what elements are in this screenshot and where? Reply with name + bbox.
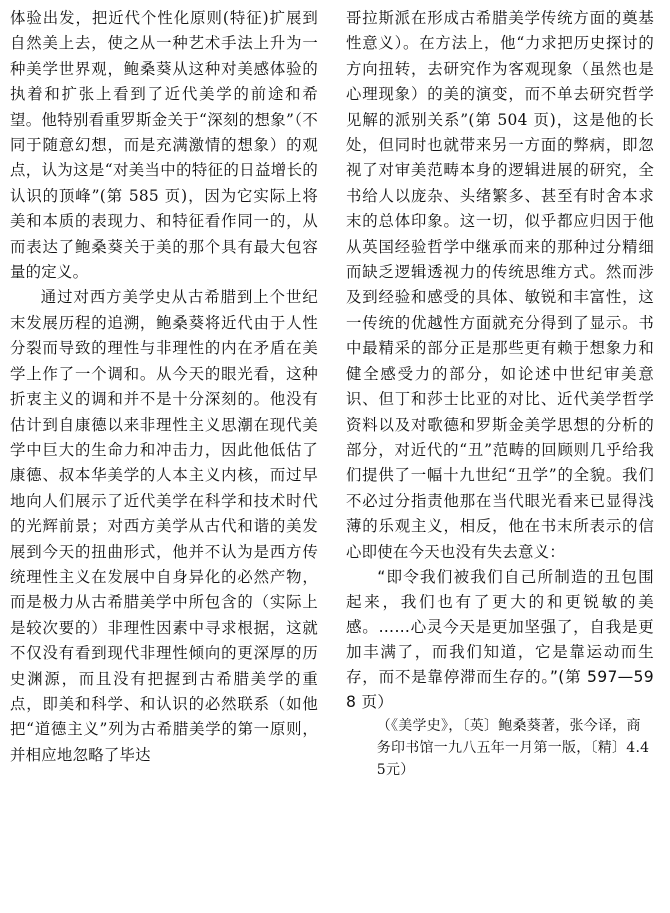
left-paragraph-1: 体验出发，把近代个性化原则(特征)扩展到自然美上去，使之从一种艺术手法上升为一种美学世界观，鲍桑葵从这种对美感体验的执着和扩张上看到了近代美学的前途和希望。他特别看重罗斯金关于“深刻的想象”（不同于随意幻想，而是充满激情的想象）的观点，认为这是“对美当中的特征的日益增长的认识的顶峰”(第 585 页)，因为它实际上将美和本质的表现力、和特征看作同一的，从而表达了鲍桑葵关于美的那个具有最大包容量的定义。 — [10, 9, 318, 282]
closing-quote: “即令我们被我们自己所制造的丑包围起来，我们也有了更大的和更锐敏的美感。……心灵今天是更加坚强了，自我是更加丰满了，而我们知道，它是靠运动而生存，而不是靠停滞而生存的。”(第 597—598 页） — [346, 567, 654, 711]
left-column — [10, 6, 318, 768]
left-paragraph-2: 通过对西方美学史从古希腊到上个世纪末发展历程的追溯，鲍桑葵将近代由于人性分裂而导致的理性与非理性的内在矛盾在美学上作了一个调和。从今天的眼光看，这种折衷主义的调和并不是十分深刻的。他没有估计到自康德以来非理性主义思潮在现代美学中巨大的生命力和冲击力，因此他低估了康德、叔本华美学的人本主义内核，而过早地向人们展示了近代美学在科学和技术时代的光辉前景；对西方美学从古代和谐的美发展到今天的扭曲形式，他并不认为是西方传统理性主义在发展中自身异化的必然产物，而是极力从古希腊美学中所包含的（实际上是较次要的）非理性因素中寻求根据，这就不仅没有看到现代非理性倾向的更深厚的历史渊源，而且没有把握到古希腊美学的重点，即美和科学、和认识的必然联系（如他把“道德主义”列为古希腊美学的第一原则，并相应地忽略了毕达 — [10, 288, 318, 764]
book-citation: （《美学史》，〔英〕鲍桑葵著，张今译，商务印书馆一九八五年一月第一版，〔精〕4.45元） — [376, 717, 650, 778]
right-column — [346, 6, 654, 781]
right-paragraph-1: 哥拉斯派在形成古希腊美学传统方面的奠基性意义）。在方法上，他“力求把历史探讨的方向扭转，去研究作为客观现象（虽然也是心理现象）的美的演变，而不单去研究哲学见解的派别关系”(第 504 页)，这是他的长处，但同时也就带来另一方面的弊病，即忽视了对审美范畴本身的逻辑进展的研究，全书给人以庞杂、头绪繁多、甚至有时舍本求末的总体印象。这一切，似乎都应归因于他从英国经验哲学中继承而来的那种过分精细而缺乏逻辑透视力的传统思维方式。然而涉及到经验和感受的具体、敏锐和丰富性，这一传统的优越性方面就充分得到了显示。书中最精采的部分正是那些更有赖于想象力和健全感受力的部分，如论述中世纪审美意识、但丁和莎士比亚的对比、近代美学哲学资料以及对歌德和罗斯金美学思想的分析的部分，对近代的“丑”范畴的回顾则几乎给我们提供了一幅十九世纪“丑学”的全貌。我们不必过分指责他那在当代眼光看来已显得浅薄的乐观主义，相反，他在书末所表示的信心即使在今天也没有失去意义： — [346, 9, 654, 561]
